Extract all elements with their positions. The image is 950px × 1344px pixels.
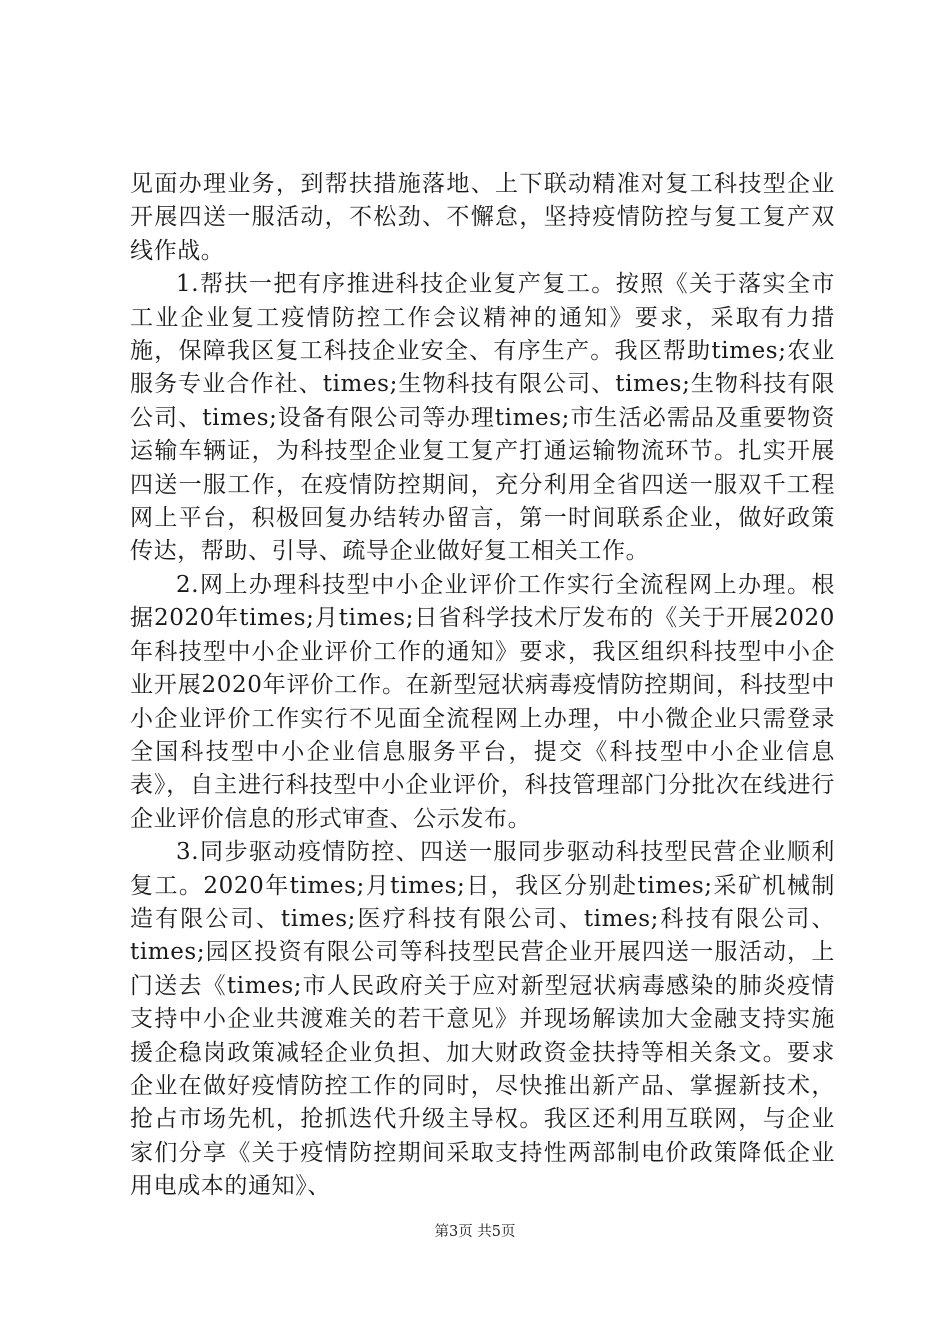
paragraph-item-2: 2.网上办理科技型中小企业评价工作实行全流程网上办理。根据2020年times;月times;日省科学技术厅发布的《关于开展2020年科技型中小企业评价工作的通知》要求，我区组织科技型中小企业开展2020年评价工作。在新型冠状病毒疫情防控期间，科技型中小企业评价工作实行不见面全流程网上办理，中小微企业只需登录全国科技型中小企业信息服务平台，提交《科技型中小企业信息表》，自主进行科技型中小企业评价，科技管理部门分批次在线进行企业评价信息的形式审查、公示发布。 [130,571,835,832]
paragraph-item-1: 1.帮扶一把有序推进科技企业复产复工。按照《关于落实全市工业企业复工疫情防控工作会议精神的通知》要求，采取有力措施，保障我区复工科技企业安全、有序生产。我区帮助times;农业服务专业合作社、times;生物科技有限公司、times;生物科技有限公司、times;设备有限公司等办理times;市生活必需品及重要物资运输车辆证，为科技型企业复工复产打通运输物流环节。扎实开展四送一服工作，在疫情防控期间，充分利用全省四送一服双千工程网上平台，积极回复办结转办留言，第一时间联系企业，做好政策传达，帮助、引导、疏导企业做好复工相关工作。 [130,271,835,565]
document-body [130,168,835,1204]
page-number-footer: 第3页 共5页 [434,1224,516,1240]
paragraph-continuation: 见面办理业务，到帮扶措施落地、上下联动精准对复工科技型企业开展四送一服活动，不松劲、不懈怠，坚持疫情防控与复工复产双线作战。 [130,171,835,264]
paragraph-item-3: 3.同步驱动疫情防控、四送一服同步驱动科技型民营企业顺利复工。2020年times;月times;日，我区分别赴times;采矿机械制造有限公司、times;医疗科技有限公司、times;科技有限公司、times;园区投资有限公司等科技型民营企业开展四送一服活动，上门送去《times;市人民政府关于应对新型冠状病毒感染的肺炎疫情支持中小企业共渡难关的若干意见》并现场解读加大金融支持实施援企稳岗政策减轻企业负担、加大财政资金扶持等相关条文。要求企业在做好疫情防控工作的同时，尽快推出新产品、掌握新技术，抢占市场先机，抢抓迭代升级主导权。我区还利用互联网，与企业家们分享《关于疫情防控期间采取支持性两部制电价政策降低企业用电成本的通知》、 [130,839,835,1200]
